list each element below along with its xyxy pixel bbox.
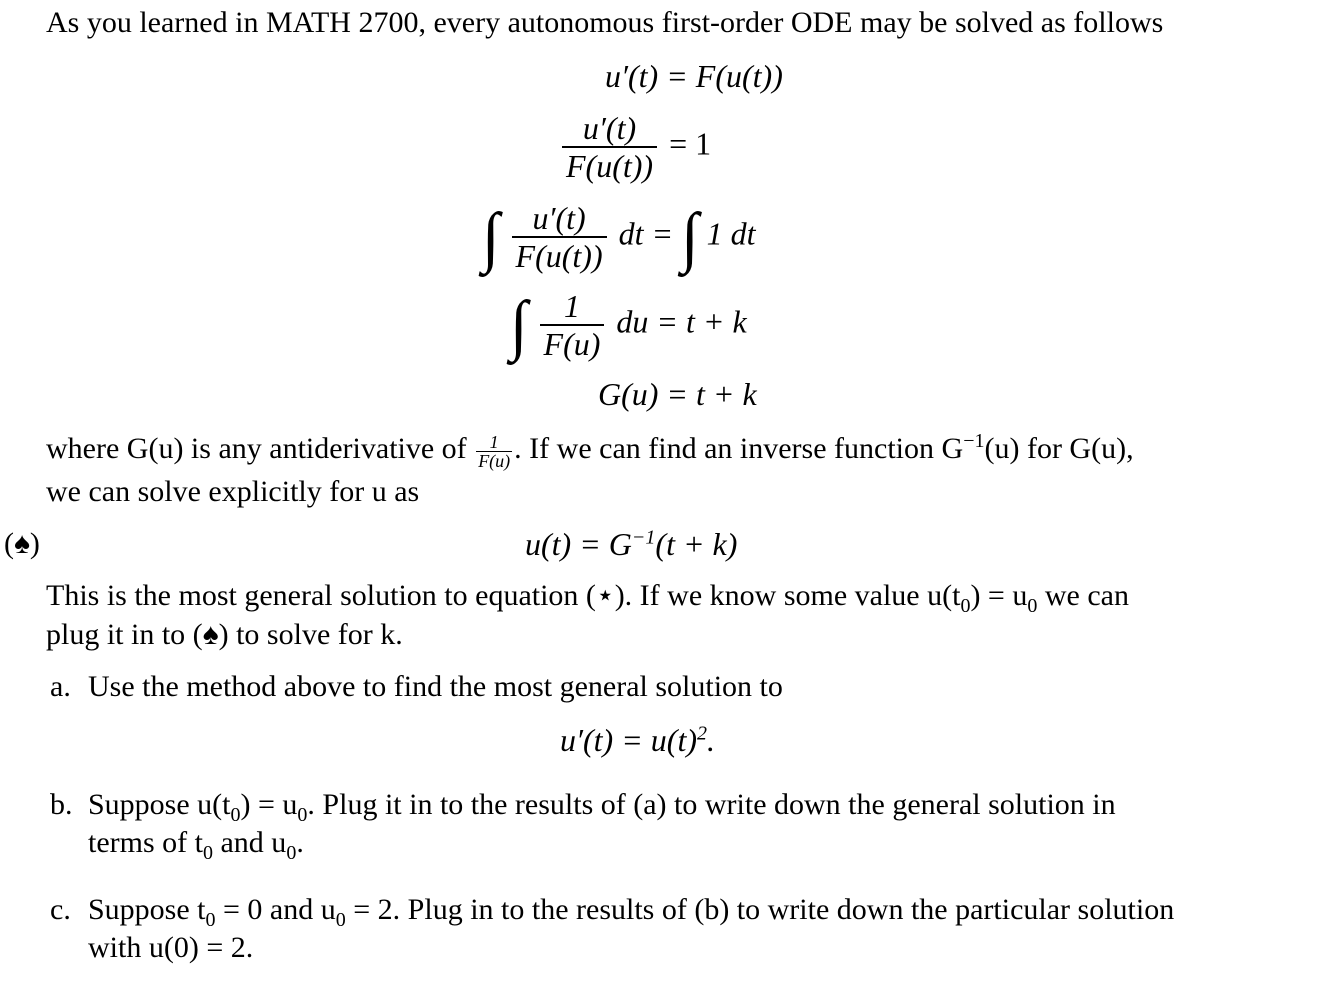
row2-denominator: F(u(t)) [566,148,654,184]
intro-line [46,6,1163,40]
part-b-label [50,788,73,822]
where-line-1 [46,432,1134,470]
row4-numerator: 1 [540,288,605,326]
row4-rhs: du = t + k [616,303,747,340]
part-c-line-2 [88,931,253,965]
part-c-b: = 0 and u [215,893,336,926]
general-c: we can [1037,579,1129,612]
integral-sign: ∫ [482,199,500,274]
part-b-c: . Plug it in to the results of (a) to write down the general solution in [307,788,1116,821]
part-a-eq-a: u′(t) = u(t) [560,722,697,758]
part-a-text [88,670,783,704]
part-b-l2c: . [296,826,304,859]
part-a-eq-b: . [707,722,715,758]
row3-fraction [512,200,607,274]
part-c-c: = 2. Plug in to the results of (b) to write down the particular solution [345,893,1175,926]
row4-denominator: F(u) [543,326,601,362]
integral-sign: ∫ [681,199,699,274]
part-c-sub: 0 [205,909,216,931]
general-line-1 [46,579,1129,617]
spade-eq-a: u(t) = G [525,526,632,562]
integral-sign: ∫ [510,287,528,362]
derivation-row-3 [482,200,756,274]
part-a-instruction: Use the method above to find the most general solution to [88,670,783,703]
general-line2-text: plug it in to (♠) to solve for k. [46,618,403,651]
row3-rhs: 1 dt [706,215,756,252]
part-b-l2sub: 0 [202,842,213,864]
part-b-label-text: b. [50,788,73,821]
spade-eq-sup: −1 [631,526,656,549]
where-frac-num: 1 [476,433,512,452]
row2-rhs: = 1 [669,125,712,162]
row4-fraction [540,288,605,362]
where-part3: (u) for G(u), [984,432,1134,465]
part-b-sub: 0 [230,804,241,826]
where-fraction [476,433,512,470]
where-line-2 [46,475,419,509]
part-c-line2-text: with u(0) = 2. [88,931,254,964]
part-c-a: Suppose t [88,893,206,926]
derivation-row-5 [598,376,757,412]
general-a: This is the most general solution to equation (⋆). If we know some value u(t [46,579,961,612]
spade-label-text: (♠) [4,527,40,560]
where-frac-den: F(u) [478,450,511,471]
general-sub2: 0 [1027,595,1038,617]
row3-numerator: u′(t) [512,200,607,238]
part-a-eq-sup: 2 [697,722,707,745]
general-sub: 0 [960,595,971,617]
part-b-line-1 [88,788,1116,826]
row2-numerator: u′(t) [562,110,657,148]
intro-text: As you learned in MATH 2700, every autonomous first-order ODE may be solved as follows [46,6,1164,39]
part-c-line-1 [88,893,1175,931]
row1-text: u′(t) = F(u(t)) [605,58,783,94]
part-c-label [50,893,71,927]
where-part2: . If we can find an inverse function G [514,432,964,465]
row2-fraction [562,110,657,184]
part-c-label-text: c. [50,893,71,926]
general-line-2 [46,618,403,652]
part-b-sub2: 0 [297,804,308,826]
part-b-b: ) = u [240,788,298,821]
row5-text: G(u) = t + k [598,376,757,412]
part-b-l2sub2: 0 [286,842,297,864]
part-b-a: Suppose u(t [88,788,231,821]
where-line2-text: we can solve explicitly for u as [46,475,420,508]
part-b-line-2 [88,826,304,864]
derivation-row-2 [558,110,711,184]
row3-mid: dt = [618,215,674,252]
part-b-l2b: and u [212,826,287,859]
part-b-l2a: terms of t [88,826,203,859]
part-c-sub2: 0 [335,909,346,931]
row3-denominator: F(u(t)) [515,238,603,274]
part-a-label [50,670,71,704]
spade-equation [525,526,737,562]
general-b: ) = u [970,579,1028,612]
spade-label [4,527,40,561]
derivation-row-4 [510,288,747,362]
where-part1: where G(u) is any antiderivative of [46,432,467,465]
derivation-row-1 [605,58,783,94]
part-a-label-text: a. [50,670,71,703]
part-a-equation [560,722,715,758]
where-sup: −1 [963,430,985,452]
spade-eq-b: (t + k) [655,526,738,562]
